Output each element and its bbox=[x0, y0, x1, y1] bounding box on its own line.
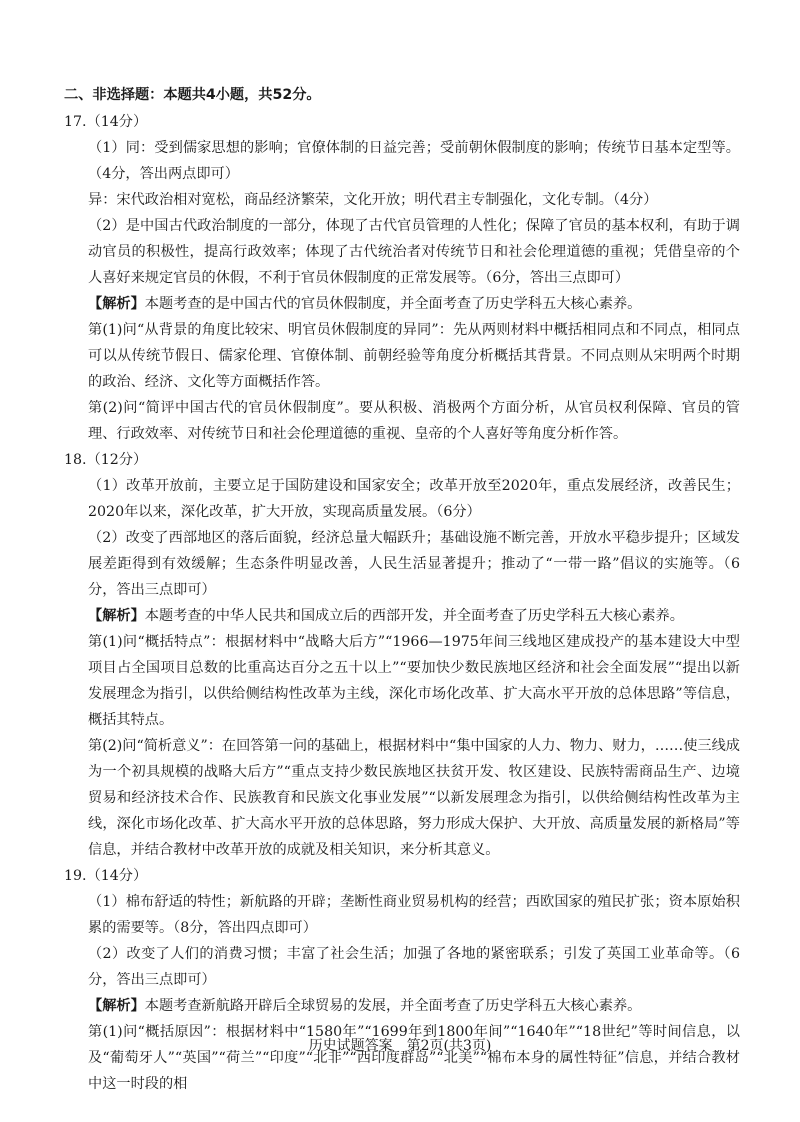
answer-paragraph: （1）改革开放前，主要立足于国防建设和国家安全；改革开放至2020年，重点发展经济，改善民生；2020年以来，深化改革，扩大开放，实现高质量发展。（6分） bbox=[88, 478, 740, 520]
analysis-tag: 【解析】 bbox=[88, 608, 145, 624]
answer-content bbox=[64, 109, 740, 1097]
analysis-tag: 【解析】 bbox=[88, 998, 145, 1014]
analysis-heading bbox=[64, 291, 740, 317]
analysis-paragraph: 第(1)问“概括原因”：根据材料中“1580年”“1699年到1800年间”“1640年”“18世纪”等时间信息，以及“葡萄牙人”“英国”“荷兰”“印度”“北非”“西印度群岛”“北美”“棉布本身的属性特征”信息，并结合教材中这一时段的相 bbox=[88, 1024, 740, 1092]
analysis-heading bbox=[64, 603, 740, 629]
question-17 bbox=[64, 109, 740, 447]
answer-paragraph: （2）是中国古代政治制度的一部分，体现了古代官员管理的人性化；保障了官员的基本权利，有助于调动官员的积极性，提高行政效率；体现了古代统治者对传统节日和社会伦理道德的重视；凭借皇帝的个人喜好来规定官员的休假，不利于官员休假制度的正常发展等。（6分，答出三点即可） bbox=[88, 218, 740, 286]
analysis-paragraph: 第(2)问“简评中国古代的官员休假制度”。要从积极、消极两个方面分析，从官员权利保障、官员的管理、行政效率、对传统节日和社会伦理道德的重视、皇帝的个人喜好等角度分析作答。 bbox=[88, 400, 740, 442]
analysis-paragraph: 第(1)问“概括特点”：根据材料中“战略大后方”“1966—1975年间三线地区建成投产的基本建设大中型项目占全国项目总数的比重高达百分之五十以上”“要加快少数民族地区经济和社会全面发展”“提出以新发展理念为指引，以供给侧结构性改革为主线，深化市场化改革、扩大高水平开放的总体思路”等信息，概括其特点。 bbox=[88, 634, 740, 728]
analysis-paragraph: 第(2)问“简析意义”：在回答第一问的基础上，根据材料中“集中国家的人力、物力、财力，……使三线成为一个初具规模的战略大后方”“重点支持少数民族地区扶贫开发、牧区建设、民族特需商品生产、边境贸易和经济技术合作、民族教育和民族文化事业发展”“以新发展理念为指引，以供给侧结构性改革为主线，深化市场化改革、扩大高水平开放的总体思路，努力形成大保护、大开放、高质量发展的新格局”等信息，并结合教材中改革开放的成就及相关知识，来分析其意义。 bbox=[88, 738, 740, 858]
question-number: 18.（12分） bbox=[64, 452, 148, 468]
question-18 bbox=[64, 447, 740, 863]
answer-paragraph: （2）改变了人们的消费习惯；丰富了社会生活；加强了各地的紧密联系；引发了英国工业革命等。（6分，答出三点即可） bbox=[88, 946, 740, 988]
section-title: 二、非选择题：本题共4小题，共52分。 bbox=[64, 87, 321, 103]
question-19 bbox=[64, 863, 740, 1097]
answer-paragraph: 异：宋代政治相对宽松，商品经济繁荣，文化开放；明代君主专制强化，文化专制。（4分） bbox=[88, 192, 658, 208]
answer-paragraph: （1）棉布舒适的特性；新航路的开辟；垄断性商业贸易机构的经营；西欧国家的殖民扩张；资本原始积累的需要等。（8分，答出四点即可） bbox=[88, 894, 740, 936]
question-number: 19.（14分） bbox=[64, 868, 148, 884]
answer-paragraph: （2）改变了西部地区的落后面貌，经济总量大幅跃升；基础设施不断完善，开放水平稳步提升；区域发展差距得到有效缓解；生态条件明显改善，人民生活显著提升；推动了“一带一路”倡议的实施等。（6分，答出三点即可） bbox=[88, 530, 740, 598]
analysis-intro: 本题考查新航路开辟后全球贸易的发展，并全面考查了历史学科五大核心素养。 bbox=[144, 998, 642, 1014]
analysis-tag: 【解析】 bbox=[88, 296, 145, 312]
analysis-intro: 本题考查的是中国古代的官员休假制度，并全面考查了历史学科五大核心素养。 bbox=[144, 296, 642, 312]
analysis-paragraph: 第(1)问“从背景的角度比较宋、明官员休假制度的异同”：先从两则材料中概括相同点和不同点，相同点可以从传统节假日、儒家伦理、官僚体制、前朝经验等角度分析概括其背景。不同点则从宋明两个时期的政治、经济、文化等方面概括作答。 bbox=[88, 322, 740, 390]
question-number: 17.（14分） bbox=[64, 114, 148, 130]
page-footer: 历史试题答案 第2页(共3页) bbox=[308, 1038, 492, 1054]
analysis-intro: 本题考查的中华人民共和国成立后的西部开发，并全面考查了历史学科五大核心素养。 bbox=[144, 608, 684, 624]
analysis-heading bbox=[64, 993, 740, 1019]
answer-paragraph: （1）同：受到儒家思想的影响；官僚体制的日益完善；受前朝休假制度的影响；传统节日基本定型等。（4分，答出两点即可） bbox=[88, 140, 740, 182]
